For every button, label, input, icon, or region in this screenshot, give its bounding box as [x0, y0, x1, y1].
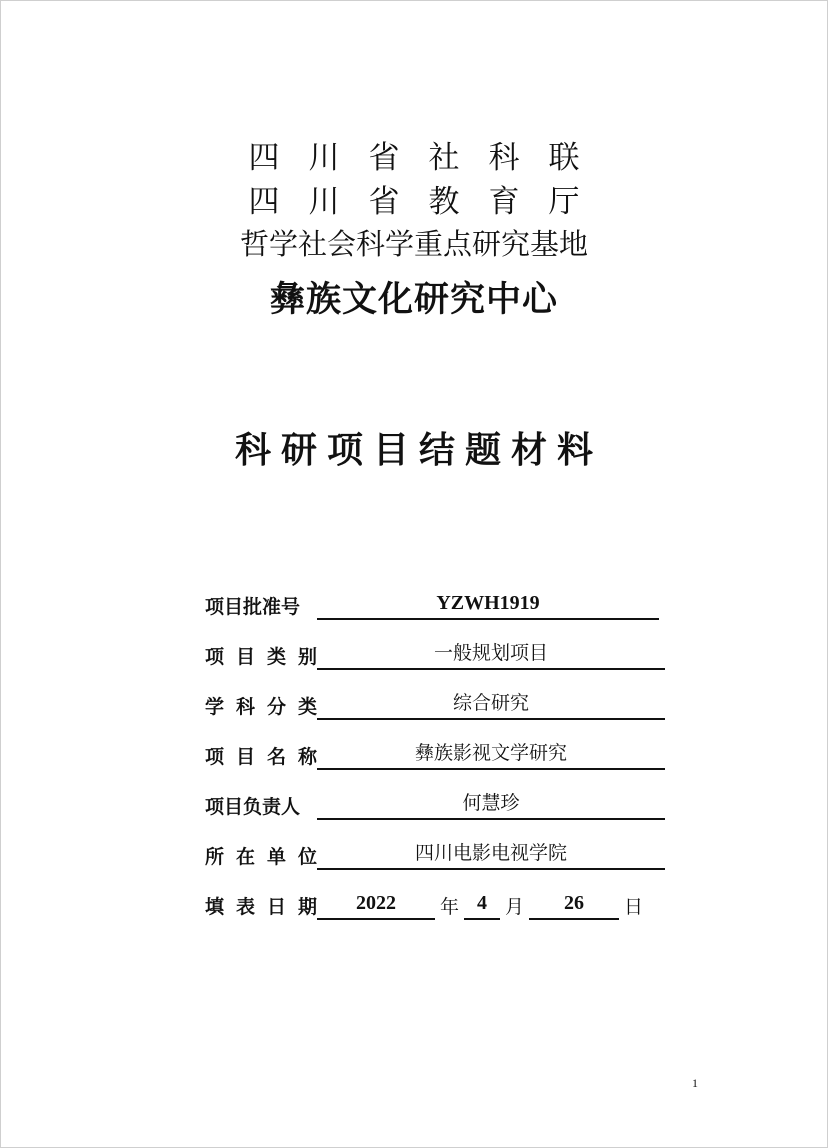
approval-no-row [205, 584, 665, 620]
institution-label [205, 844, 317, 870]
leader-value: 何慧珍 [317, 790, 665, 820]
institution-label-char: 所 [205, 846, 225, 868]
institution-row [205, 834, 665, 870]
fill-date-day-unit: 日 [624, 896, 644, 918]
fill-date-label-char: 日 [266, 896, 286, 918]
project-name-label-char: 项 [205, 746, 225, 768]
approval-no-value: YZWH1919 [317, 590, 659, 620]
leader-label: 项目负责人 [205, 796, 301, 818]
category-label [205, 644, 317, 670]
fill-date-day: 26 [529, 890, 619, 920]
discipline-label [205, 694, 317, 720]
approval-no-label: 项目批准号 [205, 596, 301, 618]
category-row [205, 634, 665, 670]
fill-date-month-unit: 月 [505, 896, 525, 918]
fill-date-label-char: 期 [297, 896, 317, 918]
discipline-label-char: 分 [266, 696, 286, 718]
org-line-3: 哲学社会科学重点研究基地 [239, 227, 588, 261]
project-name-label-char: 名 [266, 746, 286, 768]
project-name-value: 彝族影视文学研究 [317, 740, 665, 770]
institution-label-char: 单 [266, 846, 286, 868]
discipline-label-char: 科 [235, 696, 255, 718]
project-name-label [205, 744, 317, 770]
category-label-char: 目 [235, 646, 255, 668]
category-value: 一般规划项目 [317, 640, 665, 670]
org-line-2: 四川省教育厅 [248, 184, 609, 220]
leader-row [205, 784, 665, 820]
fill-date-label-char: 表 [235, 896, 255, 918]
fill-date-year: 2022 [317, 890, 435, 920]
org-line-1: 四川省社科联 [248, 140, 609, 176]
project-info-form [205, 584, 665, 934]
page-number: 1 [692, 1076, 698, 1090]
project-name-label-char: 目 [235, 746, 255, 768]
fill-date-label-char: 填 [205, 896, 225, 918]
institution-value: 四川电影电视学院 [317, 840, 665, 870]
discipline-label-char: 类 [297, 696, 317, 718]
project-name-row [205, 734, 665, 770]
fill-date-month: 4 [464, 890, 500, 920]
discipline-row [205, 684, 665, 720]
discipline-value: 综合研究 [317, 690, 665, 720]
institution-label-char: 位 [297, 846, 317, 868]
institution-label-char: 在 [235, 846, 255, 868]
category-label-char: 类 [266, 646, 286, 668]
category-label-char: 别 [297, 646, 317, 668]
fill-date-row [205, 884, 665, 920]
discipline-label-char: 学 [205, 696, 225, 718]
fill-date-label [205, 894, 317, 920]
document-title: 科研项目结题材料 [234, 430, 603, 471]
center-name: 彝族文化研究中心 [269, 280, 558, 320]
fill-date-year-unit: 年 [440, 896, 460, 918]
category-label-char: 项 [205, 646, 225, 668]
project-name-label-char: 称 [297, 746, 317, 768]
